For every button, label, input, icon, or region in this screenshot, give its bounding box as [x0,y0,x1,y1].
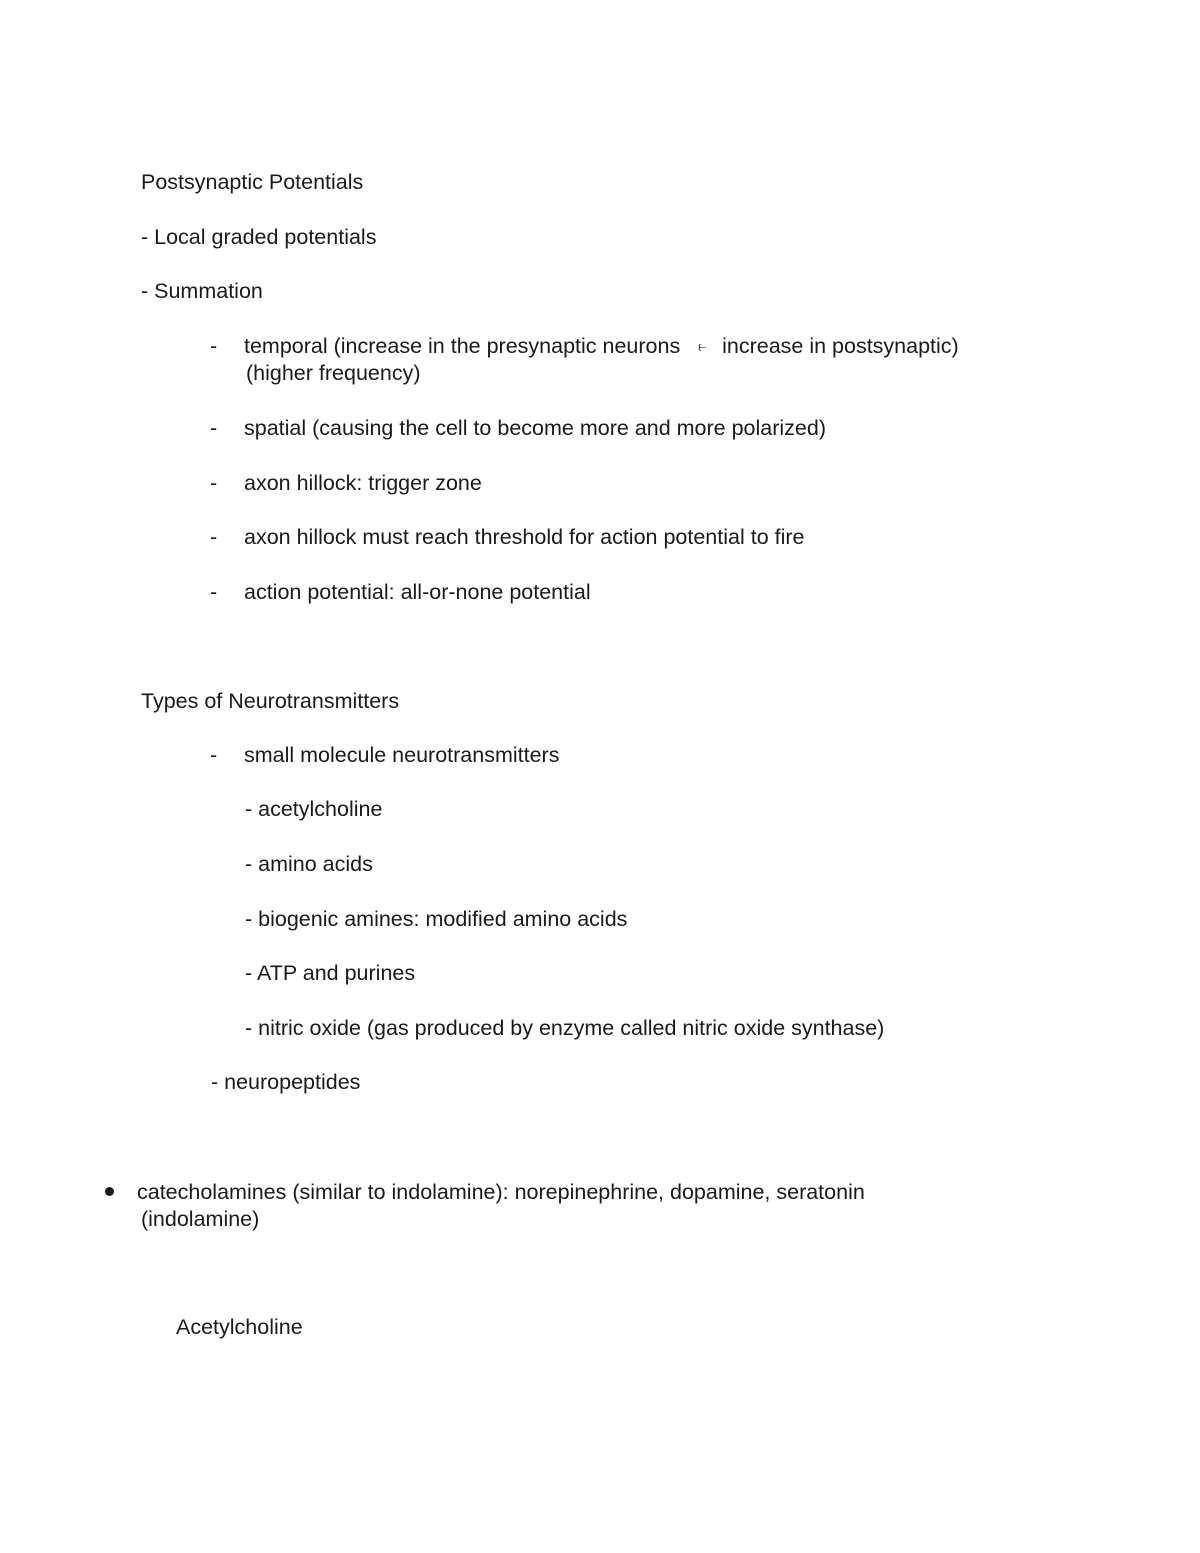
sub-item-small-molecule: small molecule neurotransmitters [244,743,560,767]
bullet-item-catecholamines: catecholamines (similar to indolamine): norepinephrine, dopamine, seratonin [137,1180,865,1204]
dash-marker: - [210,334,218,358]
sub-item-action-potential: action potential: all-or-none potential [244,580,591,604]
sub-item-temporal [244,333,959,360]
sub-item-temporal-continuation: (higher frequency) [246,361,421,385]
nested-item-acetylcholine: - acetylcholine [245,797,383,821]
section-heading-postsynaptic: Postsynaptic Potentials [141,170,364,194]
nested-item-biogenic-amines: - biogenic amines: modified amino acids [245,907,628,931]
sub-item-spatial: spatial (causing the cell to become more and more polarized) [244,416,826,440]
sub-item-neuropeptides: - neuropeptides [211,1070,361,1094]
sub-item-temporal-text: temporal (increase in the presynaptic neurons [244,334,681,358]
nested-item-atp-purines: - ATP and purines [245,961,416,985]
bullet-item-continuation: (indolamine) [141,1207,260,1231]
dash-marker: - [210,743,218,767]
sub-item-axon-hillock: axon hillock: trigger zone [244,471,482,495]
sub-item-threshold: axon hillock must reach threshold for action potential to fire [244,525,805,549]
dash-marker: - [210,525,218,549]
dash-marker: - [210,580,218,604]
arrow-icon: ⥼ [698,338,707,354]
list-item-local-graded: - Local graded potentials [141,225,377,249]
section-heading-acetylcholine: Acetylcholine [176,1315,303,1339]
nested-item-nitric-oxide: - nitric oxide (gas produced by enzyme called nitric oxide synthase) [245,1016,885,1040]
bullet-icon [105,1187,114,1196]
list-item-summation: - Summation [141,279,263,303]
dash-marker: - [210,416,218,440]
sub-item-temporal-text-after: increase in postsynaptic) [722,334,959,358]
nested-item-amino-acids: - amino acids [245,852,373,876]
section-heading-neurotransmitters: Types of Neurotransmitters [141,689,400,713]
dash-marker: - [210,471,218,495]
